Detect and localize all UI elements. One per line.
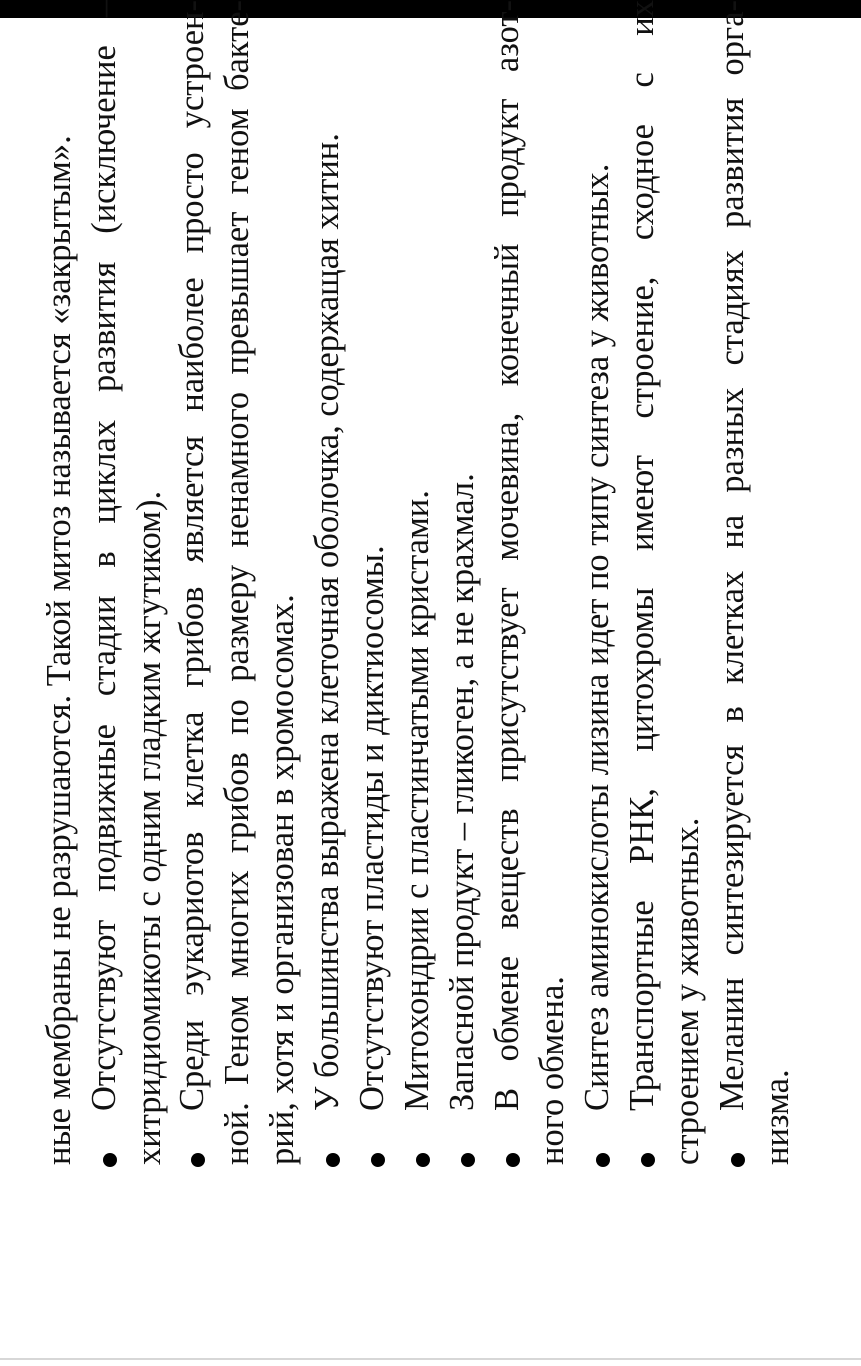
bullet-item-line: Запасной продукт – гликоген, а не крахмал. — [443, 473, 481, 1111]
text-line: ного обмена. — [533, 976, 571, 1165]
bullet-item-line: Отсутствуют пластиды и диктиосомы. — [353, 545, 391, 1111]
bullet-item-line: У большинства выражена клеточная оболочка, содержащая хитин. — [308, 133, 346, 1111]
bullet-item-line: Отсутствуют подвижные стадии в циклах развития (исключение – — [85, 0, 123, 1111]
bullet-item-line: Митохондрии с пластинчатыми кристами. — [398, 490, 436, 1111]
text-line: ной. Геном многих грибов по размеру ненамного превышает геном бакте- — [218, 0, 256, 1165]
bullet-item-line: В обмене веществ присутствует мочевина, конечный продукт азот- — [488, 0, 526, 1111]
scan-bottom-edge — [0, 1358, 861, 1360]
bullet-item-line: Синтез аминокислоты лизина идет по типу синтеза у животных. — [578, 163, 616, 1111]
text-line: рий, хотя и организован в хромосомах. — [263, 594, 301, 1165]
bullet-item-line: Среди эукариотов клетка грибов является наиболее просто устроен- — [173, 0, 211, 1111]
text-line: строением у животных. — [668, 817, 706, 1165]
bullet-item-line: Меланин синтезируется в клетках на разных стадиях развития орга- — [713, 0, 751, 1111]
text-line: низма. — [758, 1069, 796, 1165]
text-line: ные мембраны не разрушаются. Такой митоз называется «закрытым». — [40, 135, 78, 1165]
text-line: хитридиомикоты с одним гладким жгутиком). — [130, 490, 168, 1165]
bullet-item-line: Транспортные РНК, цитохромы имеют строение, сходное с их — [623, 0, 661, 1111]
rotated-text-page — [40, 0, 830, 1165]
